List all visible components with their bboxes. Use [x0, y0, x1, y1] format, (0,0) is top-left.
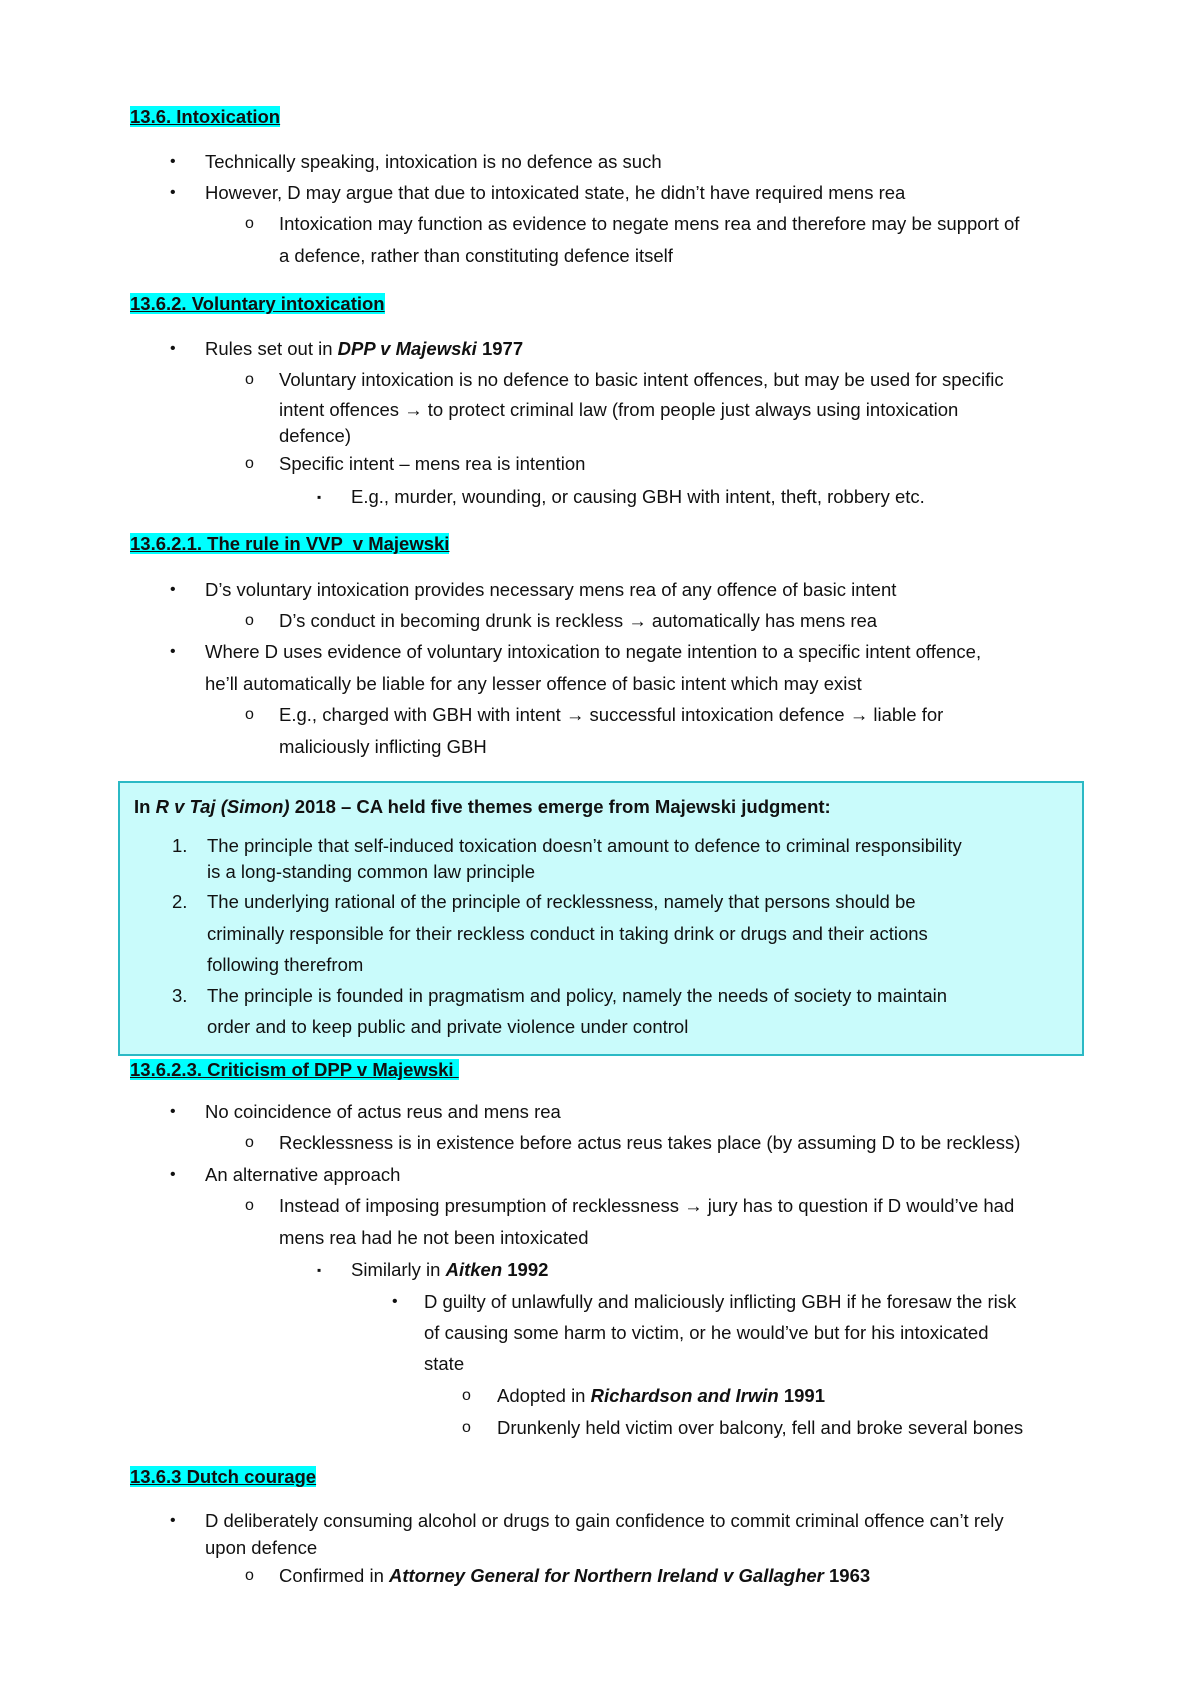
callout-title: In R v Taj (Simon) 2018 – CA held five themes emerge from Majewski judgment:	[134, 796, 831, 817]
text-line: mens rea had he not been intoxicated	[279, 1227, 589, 1248]
bullet: •	[170, 1103, 176, 1120]
sub-sub-bullet: ▪	[317, 490, 322, 504]
bullet: •	[170, 643, 176, 660]
bullet: •	[170, 184, 176, 201]
text-line: D’s conduct in becoming drunk is reckless → automatically has mens rea	[279, 610, 878, 631]
sub-bullet: o	[245, 706, 254, 723]
text-line: Rules set out in DPP v Majewski 1977	[205, 338, 524, 359]
bullet: •	[170, 581, 176, 598]
text-line: following therefrom	[207, 954, 364, 975]
heading-13-6: 13.6. Intoxication	[130, 106, 281, 127]
case-name: Richardson and Irwin	[590, 1385, 779, 1406]
arrow-icon: →	[628, 610, 647, 631]
heading-13-6-3: 13.6.3 Dutch courage	[130, 1466, 317, 1487]
text-line: order and to keep public and private violence under control	[207, 1016, 689, 1037]
text-line: Recklessness is in existence before actus reus takes place (by assuming D to be reckless)	[279, 1132, 1021, 1153]
list-number: 2.	[172, 891, 188, 912]
text-line: Confirmed in Attorney General for Northern Ireland v Gallagher 1963	[279, 1565, 871, 1586]
arrow-icon: →	[849, 704, 869, 725]
text-line: Specific intent – mens rea is intention	[279, 453, 586, 474]
sub-bullet: o	[245, 1567, 254, 1584]
text-line: The principle that self-induced toxication doesn’t amount to defence to criminal responsibility	[207, 835, 962, 856]
bullet: •	[170, 1166, 176, 1183]
bullet: •	[170, 1512, 176, 1529]
text-line: Intoxication may function as evidence to negate mens rea and therefore may be support of	[279, 213, 1020, 234]
text-line: Where D uses evidence of voluntary intoxication to negate intention to a specific intent offence,	[205, 641, 982, 662]
arrow-icon: →	[565, 704, 585, 725]
text-line: Instead of imposing presumption of recklessness → jury has to question if D would’ve had	[279, 1195, 1015, 1216]
list-number: 3.	[172, 985, 188, 1006]
bullet: •	[170, 340, 176, 357]
sub-bullet: o	[245, 455, 254, 472]
arrow-icon: →	[404, 399, 423, 420]
text-line: Technically speaking, intoxication is no defence as such	[205, 151, 662, 172]
text-line: D deliberately consuming alcohol or drugs to gain confidence to commit criminal offence can’t rely	[205, 1510, 1004, 1531]
sub-bullet: o	[245, 1197, 254, 1214]
text-line: D guilty of unlawfully and maliciously inflicting GBH if he foresaw the risk	[424, 1291, 1017, 1312]
sub-bullet: o	[462, 1419, 471, 1436]
text-line: E.g., charged with GBH with intent → successful intoxication defence → liable for	[279, 704, 944, 725]
case-name: DPP v Majewski	[337, 338, 477, 359]
heading-13-6-2-3: 13.6.2.3. Criticism of DPP v Majewski	[130, 1059, 459, 1080]
text-line: Drunkenly held victim over balcony, fell and broke several bones	[497, 1417, 1024, 1438]
sub-bullet: o	[245, 371, 254, 388]
text-line: intent offences → to protect criminal law (from people just always using intoxication	[279, 399, 959, 420]
sub-bullet: o	[462, 1387, 471, 1404]
text-line: No coincidence of actus reus and mens rea	[205, 1101, 561, 1122]
text-line: criminally responsible for their reckless conduct in taking drink or drugs and their actions	[207, 923, 928, 944]
heading-13-6-2: 13.6.2. Voluntary intoxication	[130, 293, 385, 314]
case-name: R v Taj (Simon)	[155, 796, 290, 817]
text-line: However, D may argue that due to intoxicated state, he didn’t have required mens rea	[205, 182, 906, 203]
text-line: is a long-standing common law principle	[207, 861, 536, 882]
text-line: maliciously inflicting GBH	[279, 736, 487, 757]
sub-bullet: o	[245, 215, 254, 232]
text-line: Voluntary intoxication is no defence to basic intent offences, but may be used for specific	[279, 369, 1004, 390]
text-line: The principle is founded in pragmatism and policy, namely the needs of society to maintain	[207, 985, 948, 1006]
text-line: An alternative approach	[205, 1164, 401, 1185]
text-line: of causing some harm to victim, or he would’ve but for his intoxicated	[424, 1322, 989, 1343]
text-line: E.g., murder, wounding, or causing GBH with intent, theft, robbery etc.	[351, 486, 925, 507]
text-line: The underlying rational of the principle of recklessness, namely that persons should be	[207, 891, 916, 912]
heading-13-6-2-1: 13.6.2.1. The rule in VVP v Majewski	[130, 533, 450, 554]
arrow-icon: →	[684, 1195, 703, 1216]
text-line: D’s voluntary intoxication provides necessary mens rea of any offence of basic intent	[205, 579, 897, 600]
case-name: Attorney General for Northern Ireland v Gallagher	[389, 1565, 824, 1586]
text-line: he’ll automatically be liable for any lesser offence of basic intent which may exist	[205, 673, 862, 694]
text-line: upon defence	[205, 1537, 318, 1558]
bullet: •	[392, 1293, 398, 1310]
sub-bullet: o	[245, 612, 254, 629]
text-line: state	[424, 1353, 465, 1374]
text-line: defence)	[279, 425, 351, 446]
text-line: Similarly in Aitken 1992	[351, 1259, 549, 1280]
sub-bullet: o	[245, 1134, 254, 1151]
case-name: Aitken	[445, 1259, 503, 1280]
text-line: a defence, rather than constituting defence itself	[279, 245, 673, 266]
text-line: Adopted in Richardson and Irwin 1991	[497, 1385, 826, 1406]
sub-sub-bullet: ▪	[317, 1263, 322, 1277]
bullet: •	[170, 153, 176, 170]
list-number: 1.	[172, 835, 188, 856]
